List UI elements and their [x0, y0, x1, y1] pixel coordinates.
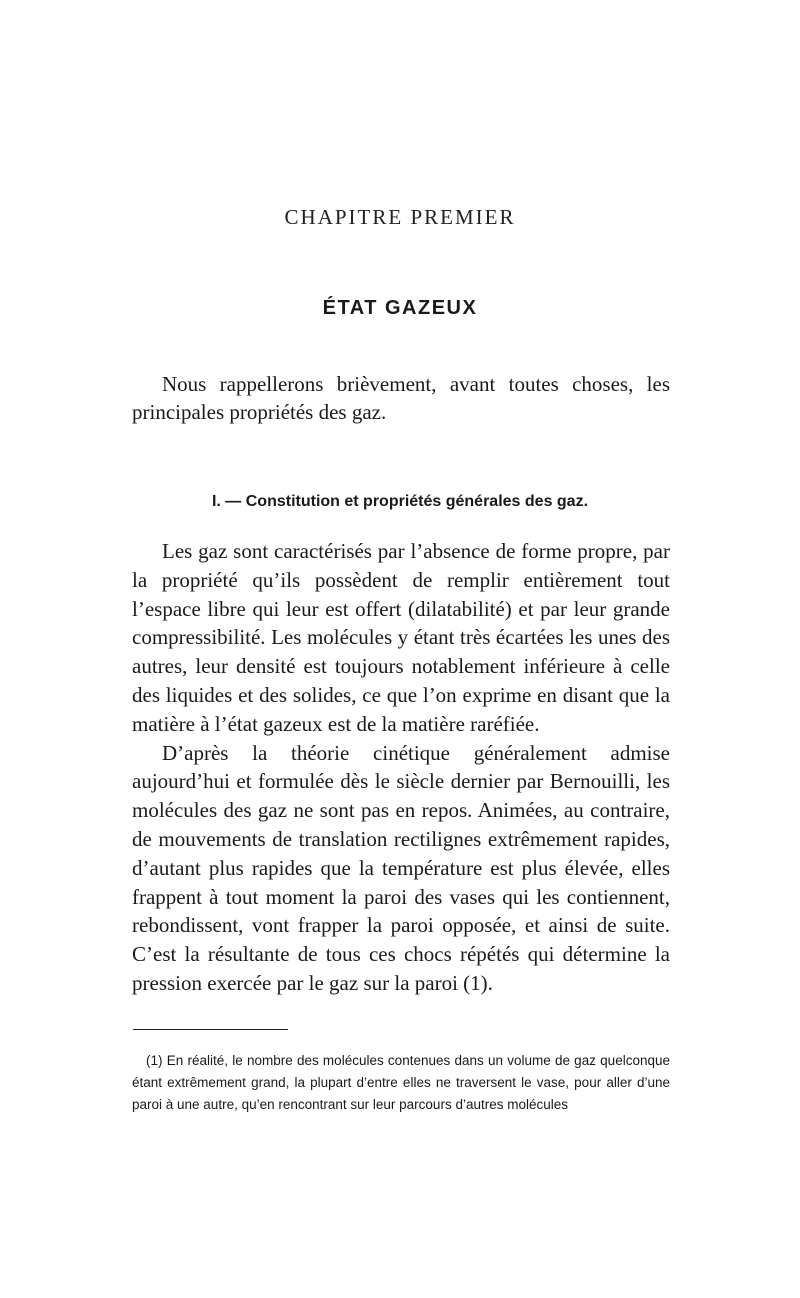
chapter-title: ÉTAT GAZEUX [322, 297, 478, 319]
section-heading: I. — Constitution et propriétés générales des gaz. [211, 493, 589, 510]
footnote-marker: (1) [146, 1053, 163, 1068]
paragraph-2-text: D’après la théorie cinétique généralement admise aujourd’hui et formulée dès le siècle dernier par Bernouilli, les molécules des gaz ne sont pas en repos. Animées, au contraire, de mouvements de translation rectilignes extrêmement rapides, d’autant plus rapides que la température est plus élevée, elles frappent à tout moment la paroi des vases qui les contiennent, rebondissent, vont frapper la paroi opposée, et ainsi de suite. C’est la résultante de tous ces chocs répétés qui détermine la pression exercée par le gaz sur la paroi [132, 740, 670, 995]
paragraph-1: Les gaz sont caractérisés par l’absence de forme propre, par la propriété qu’ils possèdent de remplir entièrement tout l’espace libre qui leur est offert (dilatabilité) et par leur grande compressibilité. Les molécules y étant très écartées les unes des autres, leur densité est toujours notablement inférieure à celle des liquides et des solides, ce que l’on exprime en disant que la matière à l’état gazeux est de la matière raréfiée. [132, 539, 670, 736]
body-text [132, 537, 670, 998]
footnote-text: En réalité, le nombre des molécules contenues dans un volume de gaz quelconque étant extrêmement grand, la plupart d’entre elles ne traversent le vase, pour aller d’une paroi à une autre, qu’en rencontrant sur leur parcours d’autres molécules [132, 1053, 670, 1112]
footnote [132, 1050, 670, 1116]
footnote-reference: (1). [463, 970, 493, 995]
footnote-divider [133, 1029, 288, 1030]
chapter-heading: CHAPITRE PREMIER [284, 205, 516, 229]
paragraph-2 [132, 739, 670, 998]
intro-paragraph: Nous rappellerons brièvement, avant toutes choses, les principales propriétés des gaz. [132, 372, 670, 424]
